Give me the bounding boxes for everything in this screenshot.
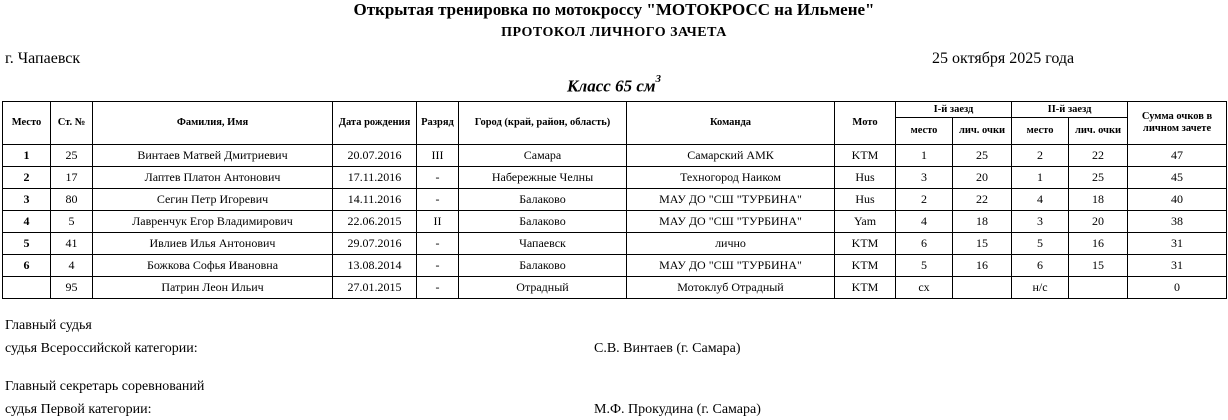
cell-name: Божкова Софья Ивановна — [93, 255, 333, 277]
cell-city: Отрадный — [459, 277, 627, 299]
cell-start-no: 80 — [51, 189, 93, 211]
header-start-no: Ст. № — [51, 102, 93, 145]
cell-race2-points: 20 — [1069, 211, 1128, 233]
cell-moto: KTM — [835, 145, 896, 167]
cell-rank: - — [417, 233, 459, 255]
cell-birth: 22.06.2015 — [333, 211, 417, 233]
cell-place: 3 — [3, 189, 51, 211]
header-race1-points: лич. очки — [953, 118, 1012, 145]
cell-name: Винтаев Матвей Дмитриевич — [93, 145, 333, 167]
document-title: Открытая тренировка по мотокроссу "МОТОКРОСС на Ильмене" — [353, 0, 875, 19]
table-row — [3, 233, 1227, 255]
cell-race1-points — [953, 277, 1012, 299]
table-row — [3, 211, 1227, 233]
cell-moto: KTM — [835, 233, 896, 255]
cell-rank: III — [417, 145, 459, 167]
cell-moto: Hus — [835, 167, 896, 189]
cell-race1-place: 1 — [896, 145, 953, 167]
cell-birth: 17.11.2016 — [333, 167, 417, 189]
cell-race2-place: 6 — [1012, 255, 1069, 277]
table-row — [3, 167, 1227, 189]
cell-team: МАУ ДО "СШ "ТУРБИНА" — [627, 211, 835, 233]
cell-start-no: 95 — [51, 277, 93, 299]
cell-race2-place: 1 — [1012, 167, 1069, 189]
cell-rank: - — [417, 189, 459, 211]
cell-race2-points: 25 — [1069, 167, 1128, 189]
cell-moto: KTM — [835, 255, 896, 277]
cell-sum: 47 — [1128, 145, 1227, 167]
cell-team: Самарский АМК — [627, 145, 835, 167]
cell-sum: 38 — [1128, 211, 1227, 233]
cell-name: Патрин Леон Ильич — [93, 277, 333, 299]
cell-city: Чапаевск — [459, 233, 627, 255]
cell-birth: 29.07.2016 — [333, 233, 417, 255]
document-subtitle: ПРОТОКОЛ ЛИЧНОГО ЗАЧЕТА — [501, 25, 727, 40]
cell-rank: - — [417, 167, 459, 189]
cell-race2-points: 16 — [1069, 233, 1128, 255]
cell-race2-place: 3 — [1012, 211, 1069, 233]
cell-name: Сегин Петр Игоревич — [93, 189, 333, 211]
header-race2-points: лич. очки — [1069, 118, 1128, 145]
cell-rank: - — [417, 255, 459, 277]
cell-race2-place: н/с — [1012, 277, 1069, 299]
cell-name: Лаптев Платон Антонович — [93, 167, 333, 189]
cell-team: Техногород Наиком — [627, 167, 835, 189]
cell-sum: 45 — [1128, 167, 1227, 189]
cell-place — [3, 277, 51, 299]
class-heading — [0, 73, 1228, 97]
header-race1-place: место — [896, 118, 953, 145]
cell-birth: 27.01.2015 — [333, 277, 417, 299]
cell-race1-points: 25 — [953, 145, 1012, 167]
cell-race2-place: 4 — [1012, 189, 1069, 211]
cell-race1-points: 18 — [953, 211, 1012, 233]
cell-race1-place: 4 — [896, 211, 953, 233]
cell-place: 4 — [3, 211, 51, 233]
cell-race2-points: 18 — [1069, 189, 1128, 211]
cell-place: 2 — [3, 167, 51, 189]
cell-start-no: 17 — [51, 167, 93, 189]
header-moto: Мото — [835, 102, 896, 145]
cell-place: 5 — [3, 233, 51, 255]
cell-moto: Yam — [835, 211, 896, 233]
class-label: Класс 65 см — [566, 76, 656, 96]
chief-judge-category: судья Всероссийской категории: — [5, 341, 198, 356]
results-table — [2, 101, 1227, 299]
cell-city: Самара — [459, 145, 627, 167]
header-race2: II-й заезд — [1012, 102, 1128, 118]
cell-start-no: 25 — [51, 145, 93, 167]
cell-race1-place: 5 — [896, 255, 953, 277]
cell-sum: 31 — [1128, 233, 1227, 255]
table-row — [3, 189, 1227, 211]
cell-team: МАУ ДО "СШ "ТУРБИНА" — [627, 255, 835, 277]
cell-moto: Hus — [835, 189, 896, 211]
secretary-title: Главный секретарь соревнований — [5, 379, 205, 394]
secretary-category: судья Первой категории: — [5, 402, 152, 417]
cell-rank: - — [417, 277, 459, 299]
header-team: Команда — [627, 102, 835, 145]
table-row — [3, 277, 1227, 299]
cell-rank: II — [417, 211, 459, 233]
cell-city: Набережные Челны — [459, 167, 627, 189]
event-date: 25 октября 2025 года — [932, 50, 1075, 67]
cell-team: МАУ ДО "СШ "ТУРБИНА" — [627, 189, 835, 211]
table-row — [3, 255, 1227, 277]
header-city: Город (край, район, область) — [459, 102, 627, 145]
cell-place: 1 — [3, 145, 51, 167]
cell-race1-points: 15 — [953, 233, 1012, 255]
cell-race2-place: 5 — [1012, 233, 1069, 255]
header-sum: Сумма очков в личном зачете — [1128, 102, 1227, 145]
cell-team: Мотоклуб Отрадный — [627, 277, 835, 299]
chief-judge-name: С.В. Винтаев (г. Самара) — [594, 341, 741, 356]
cell-race1-place: 3 — [896, 167, 953, 189]
cell-place: 6 — [3, 255, 51, 277]
cell-sum: 0 — [1128, 277, 1227, 299]
cell-race2-points: 15 — [1069, 255, 1128, 277]
class-unit-superscript: 3 — [655, 73, 662, 85]
cell-birth: 20.07.2016 — [333, 145, 417, 167]
cell-race2-points — [1069, 277, 1128, 299]
cell-sum: 40 — [1128, 189, 1227, 211]
table-row — [3, 145, 1227, 167]
cell-team: лично — [627, 233, 835, 255]
header-race1: I-й заезд — [896, 102, 1012, 118]
cell-city: Балаково — [459, 255, 627, 277]
cell-race2-points: 22 — [1069, 145, 1128, 167]
cell-race1-points: 20 — [953, 167, 1012, 189]
cell-start-no: 5 — [51, 211, 93, 233]
cell-name: Ивлиев Илья Антонович — [93, 233, 333, 255]
header-race2-place: место — [1012, 118, 1069, 145]
cell-race1-place: сх — [896, 277, 953, 299]
cell-moto: KTM — [835, 277, 896, 299]
cell-start-no: 41 — [51, 233, 93, 255]
cell-race1-place: 6 — [896, 233, 953, 255]
cell-city: Балаково — [459, 189, 627, 211]
cell-start-no: 4 — [51, 255, 93, 277]
secretary-name: М.Ф. Прокудина (г. Самара) — [594, 402, 761, 417]
cell-race2-place: 2 — [1012, 145, 1069, 167]
cell-race1-place: 2 — [896, 189, 953, 211]
header-rank: Разряд — [417, 102, 459, 145]
cell-sum: 31 — [1128, 255, 1227, 277]
cell-race1-points: 16 — [953, 255, 1012, 277]
chief-judge-title: Главный судья — [5, 318, 92, 333]
header-place: Место — [3, 102, 51, 145]
cell-city: Балаково — [459, 211, 627, 233]
cell-birth: 14.11.2016 — [333, 189, 417, 211]
header-birth: Дата рождения — [333, 102, 417, 145]
cell-birth: 13.08.2014 — [333, 255, 417, 277]
event-city: г. Чапаевск — [5, 50, 81, 67]
header-name: Фамилия, Имя — [93, 102, 333, 145]
cell-race1-points: 22 — [953, 189, 1012, 211]
cell-name: Лавренчук Егор Владимирович — [93, 211, 333, 233]
